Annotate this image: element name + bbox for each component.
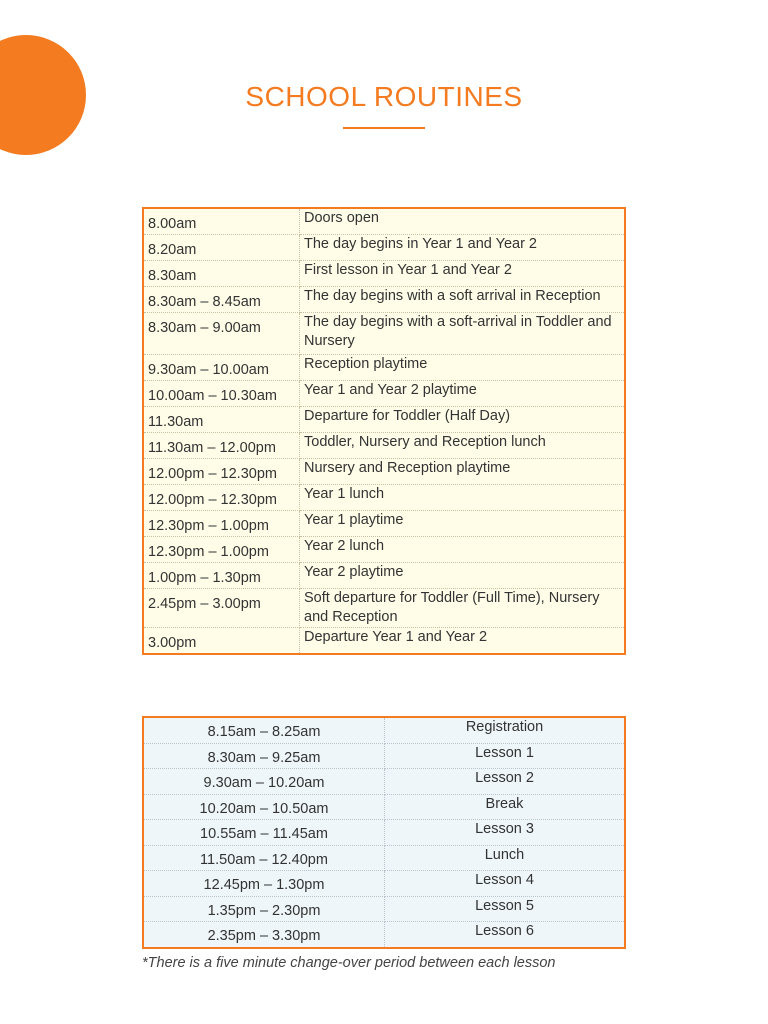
lesson-time: 10.20am – 10.50am — [143, 794, 385, 820]
routine-activity: The day begins in Year 1 and Year 2 — [300, 235, 626, 261]
routine-time: 11.30am — [143, 407, 300, 433]
routine-row — [143, 407, 625, 433]
routine-time: 8.30am — [143, 261, 300, 287]
routine-activity: Departure Year 1 and Year 2 — [304, 629, 488, 645]
routine-activity: Year 2 playtime — [300, 563, 626, 589]
lesson-row — [143, 794, 625, 820]
lesson-time: 12.45pm – 1.30pm — [143, 871, 385, 897]
routine-time: 12.00pm – 12.30pm — [143, 485, 300, 511]
routine-row — [143, 459, 625, 485]
lesson-time: 10.55am – 11.45am — [143, 820, 385, 846]
lesson-row — [143, 871, 625, 897]
lesson-row — [143, 820, 625, 846]
routine-activity: Year 1 and Year 2 playtime — [300, 381, 626, 407]
lesson-row — [143, 896, 625, 922]
routine-row — [143, 563, 625, 589]
lesson-period: Lesson 6 — [475, 923, 534, 939]
routine-row — [143, 485, 625, 511]
lesson-period: Lesson 4 — [385, 871, 626, 897]
title-underline — [343, 127, 425, 129]
routine-activity: Toddler, Nursery and Reception lunch — [300, 433, 626, 459]
lesson-time: 1.35pm – 2.30pm — [143, 896, 385, 922]
routine-row — [143, 511, 625, 537]
routine-time: 12.00pm – 12.30pm — [143, 459, 300, 485]
routine-row — [143, 589, 625, 628]
routine-row — [143, 381, 625, 407]
routine-activity: First lesson in Year 1 and Year 2 — [300, 261, 626, 287]
routine-row — [143, 313, 625, 355]
routine-time: 2.45pm – 3.00pm — [143, 589, 300, 628]
lesson-time: 8.30am – 9.25am — [143, 743, 385, 769]
lesson-row — [143, 769, 625, 795]
routine-activity: Year 1 lunch — [300, 485, 626, 511]
lesson-period: Lesson 2 — [385, 769, 626, 795]
routine-row — [143, 261, 625, 287]
routine-time: 11.30am – 12.00pm — [143, 433, 300, 459]
routine-activity: The day begins with a soft-arrival in Toddler and Nursery — [300, 313, 626, 355]
routine-activity: Soft departure for Toddler (Full Time), Nursery and Reception — [300, 589, 626, 628]
routine-activity: Doors open — [300, 208, 626, 235]
routine-row — [143, 208, 625, 235]
routine-time: 8.20am — [143, 235, 300, 261]
lesson-time: 9.30am – 10.20am — [143, 769, 385, 795]
routine-row — [143, 433, 625, 459]
lesson-period: Lunch — [385, 845, 626, 871]
routine-time: 10.00am – 10.30am — [143, 381, 300, 407]
routine-row — [143, 235, 625, 261]
routine-time: 8.30am – 9.00am — [143, 313, 300, 355]
routine-activity: Year 1 playtime — [300, 511, 626, 537]
routine-row — [143, 355, 625, 381]
lesson-time: 8.15am – 8.25am — [143, 717, 385, 743]
lesson-time: 2.35pm – 3.30pm — [143, 922, 385, 948]
lesson-period: Lesson 3 — [385, 820, 626, 846]
routine-activity: Departure for Toddler (Half Day) — [300, 407, 626, 433]
lesson-row — [143, 845, 625, 871]
routine-row — [143, 537, 625, 563]
routine-row — [143, 287, 625, 313]
routine-row — [143, 628, 625, 655]
page-title: SCHOOL ROUTINES — [245, 81, 523, 112]
routine-time: 3.00pm — [143, 628, 300, 655]
lesson-row — [143, 922, 625, 948]
routine-time: 12.30pm – 1.00pm — [143, 511, 300, 537]
lesson-row — [143, 717, 625, 743]
routine-activity: Year 2 lunch — [300, 537, 626, 563]
footnote: *There is a five minute change-over period between each lesson — [142, 955, 556, 971]
lesson-period: Lesson 5 — [385, 896, 626, 922]
routine-time: 1.00pm – 1.30pm — [143, 563, 300, 589]
routine-time: 8.30am – 8.45am — [143, 287, 300, 313]
routine-time: 8.00am — [143, 208, 300, 235]
lesson-period: Break — [385, 794, 626, 820]
lesson-time: 11.50am – 12.40pm — [143, 845, 385, 871]
lesson-period: Registration — [385, 717, 626, 743]
daily-routine-table — [142, 207, 626, 655]
routine-activity: Reception playtime — [300, 355, 626, 381]
routine-time: 12.30pm – 1.00pm — [143, 537, 300, 563]
lesson-row — [143, 743, 625, 769]
lesson-period: Lesson 1 — [385, 743, 626, 769]
lesson-schedule-table — [142, 716, 626, 949]
routine-activity: Nursery and Reception playtime — [300, 459, 626, 485]
routine-activity: The day begins with a soft arrival in Reception — [300, 287, 626, 313]
routine-time: 9.30am – 10.00am — [143, 355, 300, 381]
